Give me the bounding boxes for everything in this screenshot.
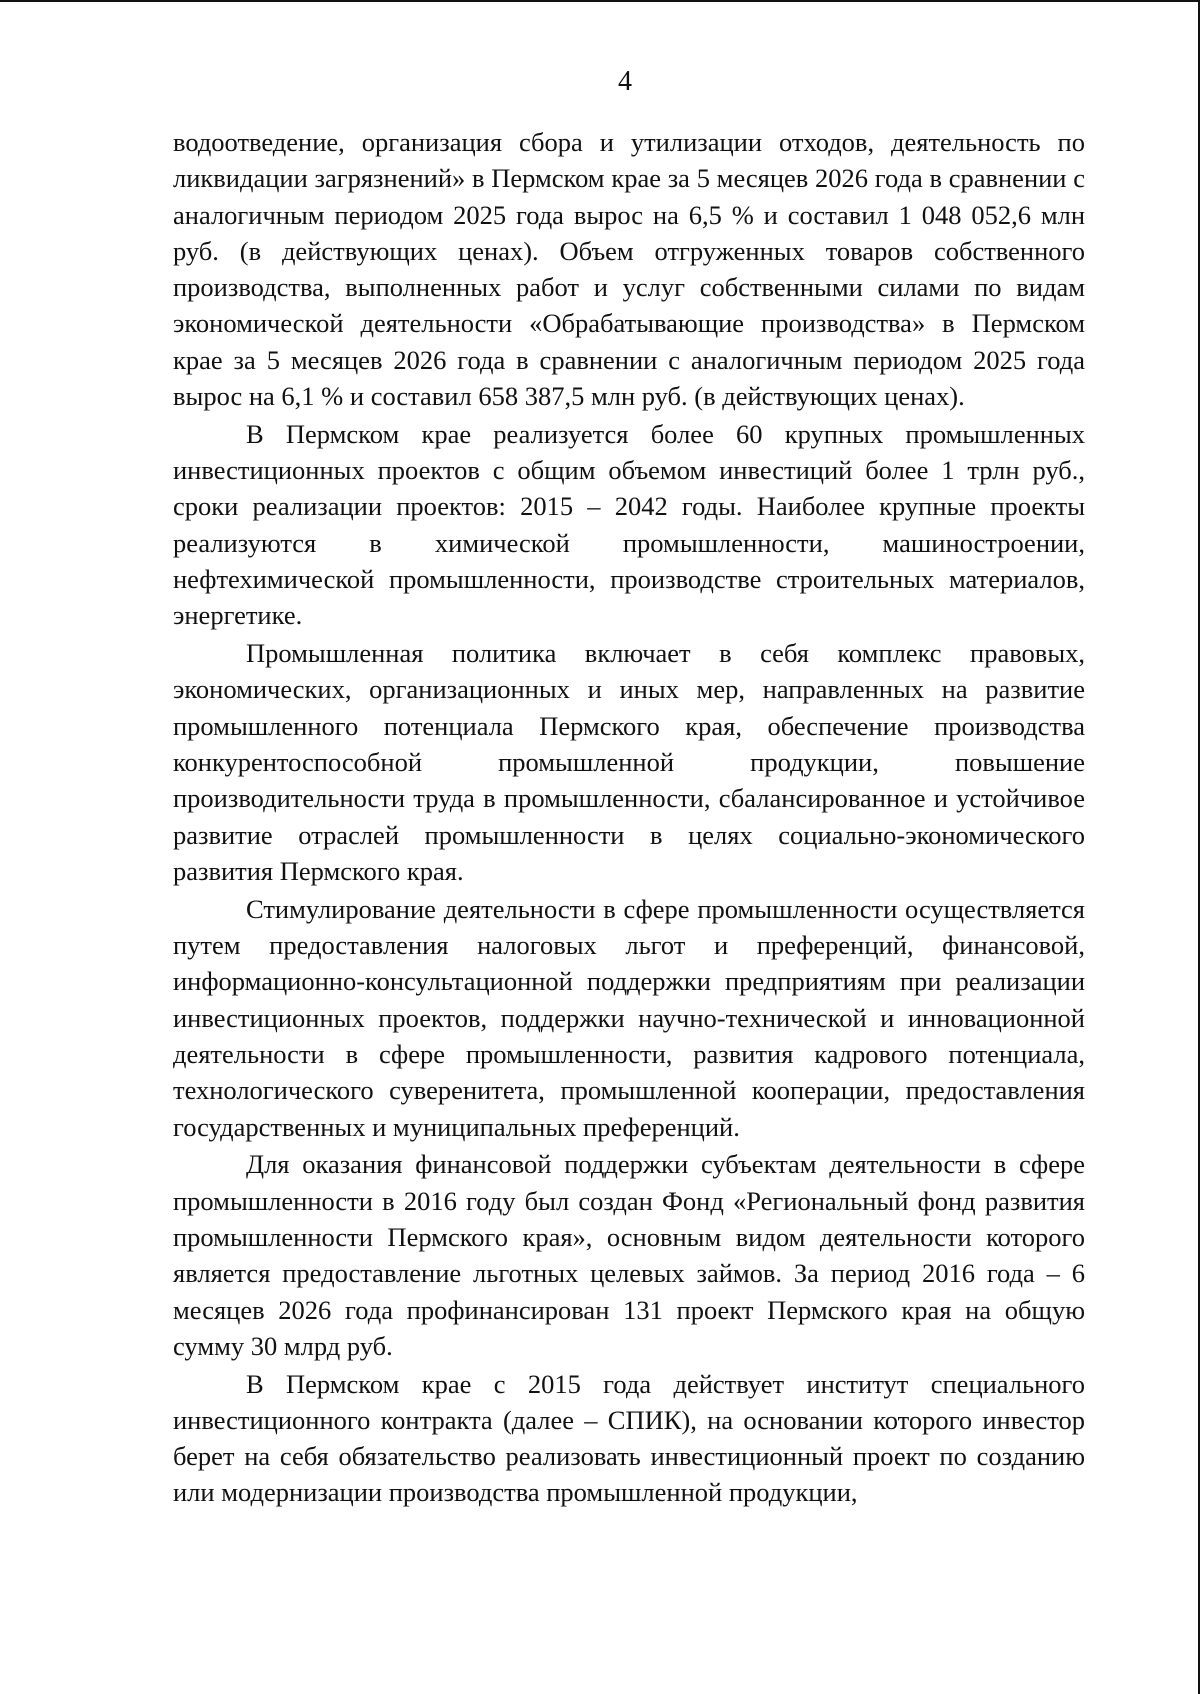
paragraph-1: водоотведение, организация сбора и утилизации отходов, деятельность по ликвидации загрязнений» в Пермском крае за 5 месяцев 2026 года в сравнении с аналогичным периодом 2025 года вырос на 6,5 % и составил 1 048 052,6 млн руб. (в действующих ценах). Объем отгруженных товаров собственного производства, выполненных работ и услуг собственными силами по видам экономической деятельности «Обрабатывающие производства» в Пермском крае за 5 месяцев 2026 года в сравнении с аналогичным периодом 2025 года вырос на 6,1 % и составил 658 387,5 млн руб. (в действующих ценах).	[173, 127, 1085, 412]
page-number: 4	[618, 66, 632, 97]
scan-edge-top	[0, 0, 1200, 2]
paragraph-6: В Пермском крае с 2015 года действует институт специального инвестиционного контракта (далее – СПИК), на основании которого инвестор берет на себя обязательство реализовать инвестиционный проект по созданию или модернизации производства промышленной продукции,	[173, 1368, 1085, 1508]
paragraph-4: Стимулирование деятельности в сфере промышленности осуществляется путем предоставления налоговых льгот и преференций, финансовой, информационно-консультационной поддержки предприятиям при реализации инвестиционных проектов, поддержки научно-технической и инновационной деятельности в сфере промышленности, развития кадрового потенциала, технологического суверенитета, промышленной кооперации, предоставления государственных и муниципальных преференций.	[173, 893, 1085, 1142]
paragraph-5: Для оказания финансовой поддержки субъектам деятельности в сфере промышленности в 2016 году был создан Фонд «Региональный фонд развития промышленности Пермского края», основным видом деятельности которого является предоставление льготных целевых займов. За период 2016 года – 6 месяцев 2026 года профинансирован 131 проект Пермского края на общую сумму 30 млрд руб.	[173, 1149, 1085, 1361]
paragraph-3: Промышленная политика включает в себя комплекс правовых, экономических, организационных и иных мер, направленных на развитие промышленного потенциала Пермского края, обеспечение производства конкурентоспособной промышленной продукции, повышение производительности труда в промышленности, сбалансированное и устойчивое развитие отраслей промышленности в целях социально-экономического развития Пермского края.	[173, 638, 1085, 886]
document-body	[173, 124, 1085, 1512]
paragraph-2: В Пермском крае реализуется более 60 крупных промышленных инвестиционных проектов с общим объемом инвестиций более 1 трлн руб., сроки реализации проектов: 2015 – 2042 годы. Наиболее крупные проекты реализуются в химической промышленности, машиностроении, нефтехимической промышленности, производстве строительных материалов, энергетике.	[173, 418, 1085, 631]
